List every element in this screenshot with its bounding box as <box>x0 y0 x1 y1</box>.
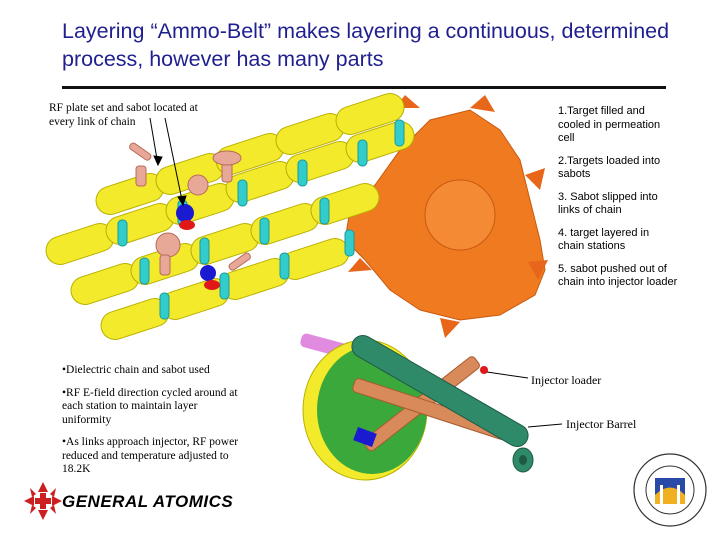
bullet-1: •Dielectric chain and sabot used <box>62 364 210 376</box>
general-atomics-wordmark: GENERAL ATOMICS <box>62 492 234 511</box>
bullet-3: •As links approach injector, RF power reduced and temperature adjusted to 18.2K <box>62 436 239 475</box>
process-steps <box>558 105 678 299</box>
slide-title: Layering “Ammo-Belt” makes layering a continuous, determined process, however has many parts <box>62 19 670 71</box>
injector-barrel-label: Injector Barrel <box>566 417 637 431</box>
laboratory-seal-icon <box>634 454 706 526</box>
step-3: 3. Sabot slipped into links of chain <box>558 190 658 216</box>
bullet-list <box>62 364 247 486</box>
general-atomics-logo-icon <box>24 482 62 520</box>
injector-assembly <box>299 331 533 480</box>
step-2: 2.Targets loaded into sabots <box>558 154 661 180</box>
injector-loader-label: Injector loader <box>531 373 602 387</box>
step-1: 1.Target filled and cooled in permeation cell <box>558 105 661 144</box>
bullet-2: •RF E-field direction cycled around at each station to maintain layer uniformity <box>62 386 238 426</box>
step-4: 4. target layered in chain stations <box>558 226 650 252</box>
step-5: 5. sabot pushed out of chain into injector loader <box>558 262 678 288</box>
rf-plate-label: RF plate set and sabot located at every link of chain <box>49 102 198 128</box>
